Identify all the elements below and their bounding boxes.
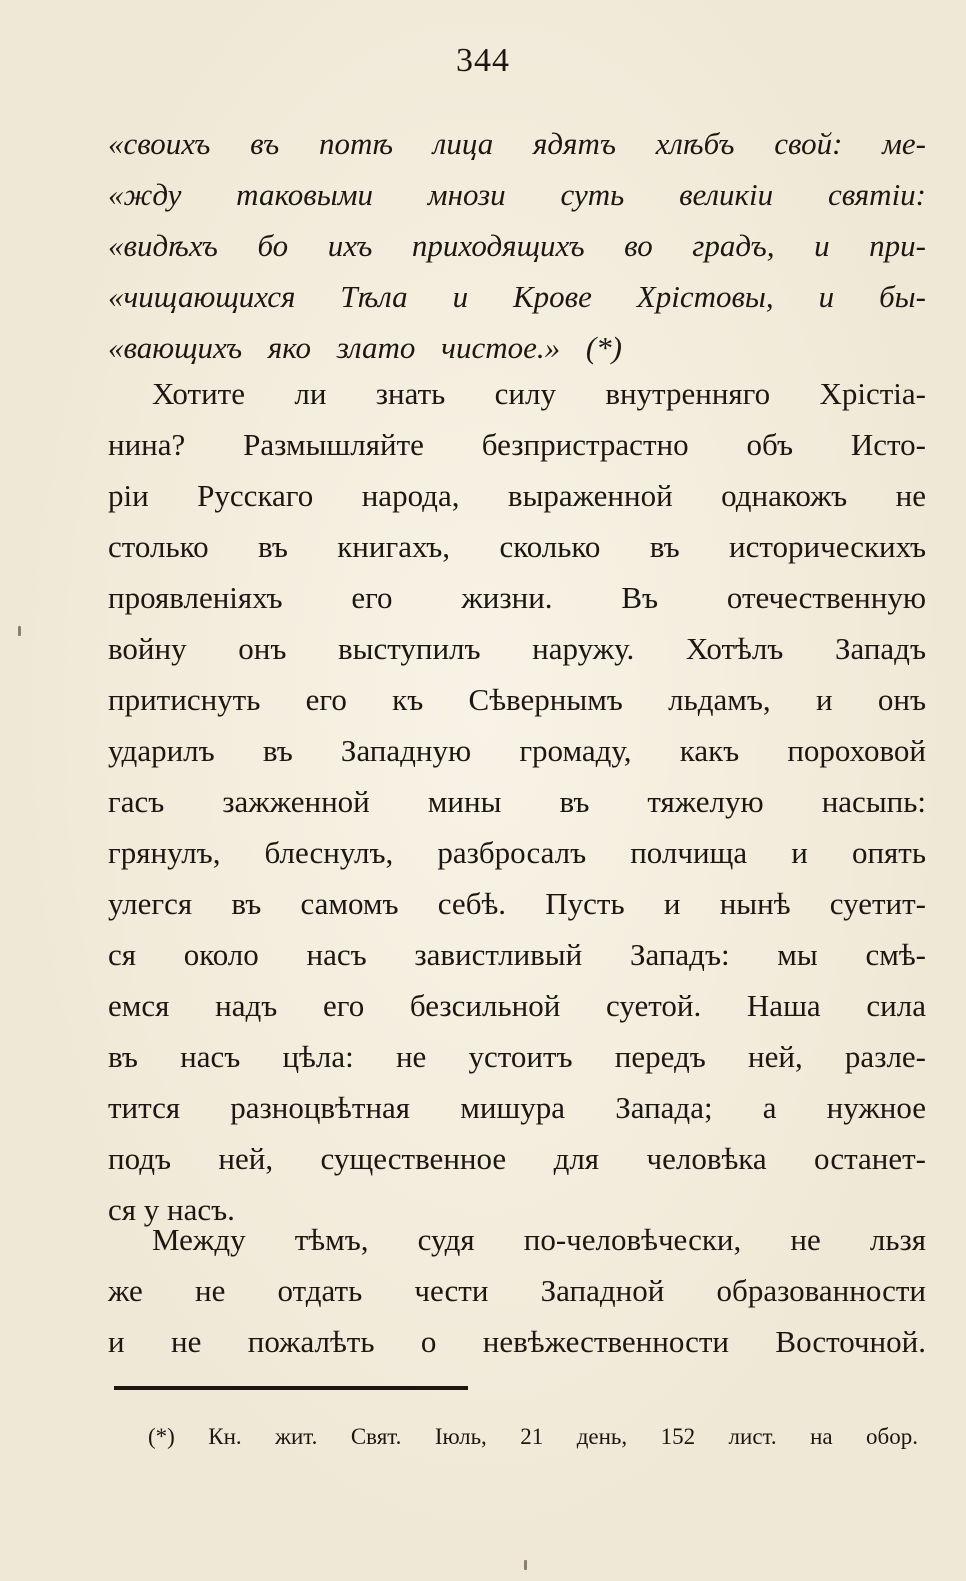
paragraph-2 — [108, 1214, 926, 1367]
paragraph-line: грянулъ, блеснулъ, разбросалъ полчища и опять — [108, 835, 926, 870]
paragraph-line: нина? Размышляйте безпристрастно объ Исто- — [108, 427, 926, 462]
paragraph-line: проявленіяхъ его жизни. Въ отечественную — [108, 580, 926, 615]
quote-line: «вающихъ яко злато чистое.» (*) — [108, 330, 623, 365]
paragraph-line: ударилъ въ Западную громаду, какъ пороховой — [108, 733, 926, 768]
paragraph-line: ріи Русскаго народа, выраженной однакожъ не — [108, 478, 926, 513]
paragraph-line: гасъ зажженной мины въ тяжелую насыпь: — [108, 784, 926, 819]
quote-line: «чищающихся Тѣла и Крове Хрістовы, и бы- — [108, 279, 926, 314]
paragraph-line: войну онъ выступилъ наружу. Хотѣлъ Западъ — [108, 631, 926, 666]
paragraph-line: Хотите ли знать силу внутренняго Хрістіа- — [152, 376, 926, 411]
paragraph-line: притиснуть его къ Сѣвернымъ льдамъ, и онъ — [108, 682, 926, 717]
paragraph-line: Между тѣмъ, судя по-человѣчески, не льзя — [152, 1222, 926, 1257]
quotation-block — [108, 118, 926, 373]
paragraph-line: ся около насъ завистливый Западъ: мы смѣ- — [108, 937, 926, 972]
paper-speck — [524, 1560, 527, 1570]
paragraph-line: подъ ней, существенное для человѣка останет- — [108, 1141, 926, 1176]
paragraph-line: въ насъ цѣла: не устоитъ передъ ней, разле- — [108, 1039, 926, 1074]
paragraph-line: емся надъ его безсильной суетой. Наша сила — [108, 988, 926, 1023]
quote-line: «жду таковыми мнози суть великіи святіи: — [108, 177, 926, 212]
paragraph-1 — [108, 368, 926, 1235]
footnote-rule — [114, 1386, 468, 1390]
page-number: 344 — [456, 42, 510, 79]
paragraph-line: и не пожалѣть о невѣжественности Восточной. — [108, 1324, 926, 1359]
paragraph-line: столько въ книгахъ, сколько въ историческихъ — [108, 529, 926, 564]
paragraph-line: ся у насъ. — [108, 1192, 235, 1227]
paragraph-line: улегся въ самомъ себѣ. Пусть и нынѣ суетит- — [108, 886, 926, 921]
quote-line: «видѣхъ бо ихъ приходящихъ во градъ, и при- — [108, 228, 926, 263]
quote-line: «своихъ въ потѣ лица ядятъ хлѣбъ свой: ме- — [108, 126, 926, 161]
paper-speck — [18, 626, 21, 636]
paragraph-line: же не отдать чести Западной образованности — [108, 1273, 926, 1308]
paragraph-line: тится разноцвѣтная мишура Запада; а нужное — [108, 1090, 926, 1125]
footnote: (*) Кн. жит. Свят. Іюль, 21 день, 152 лист. на обор. — [148, 1424, 918, 1449]
